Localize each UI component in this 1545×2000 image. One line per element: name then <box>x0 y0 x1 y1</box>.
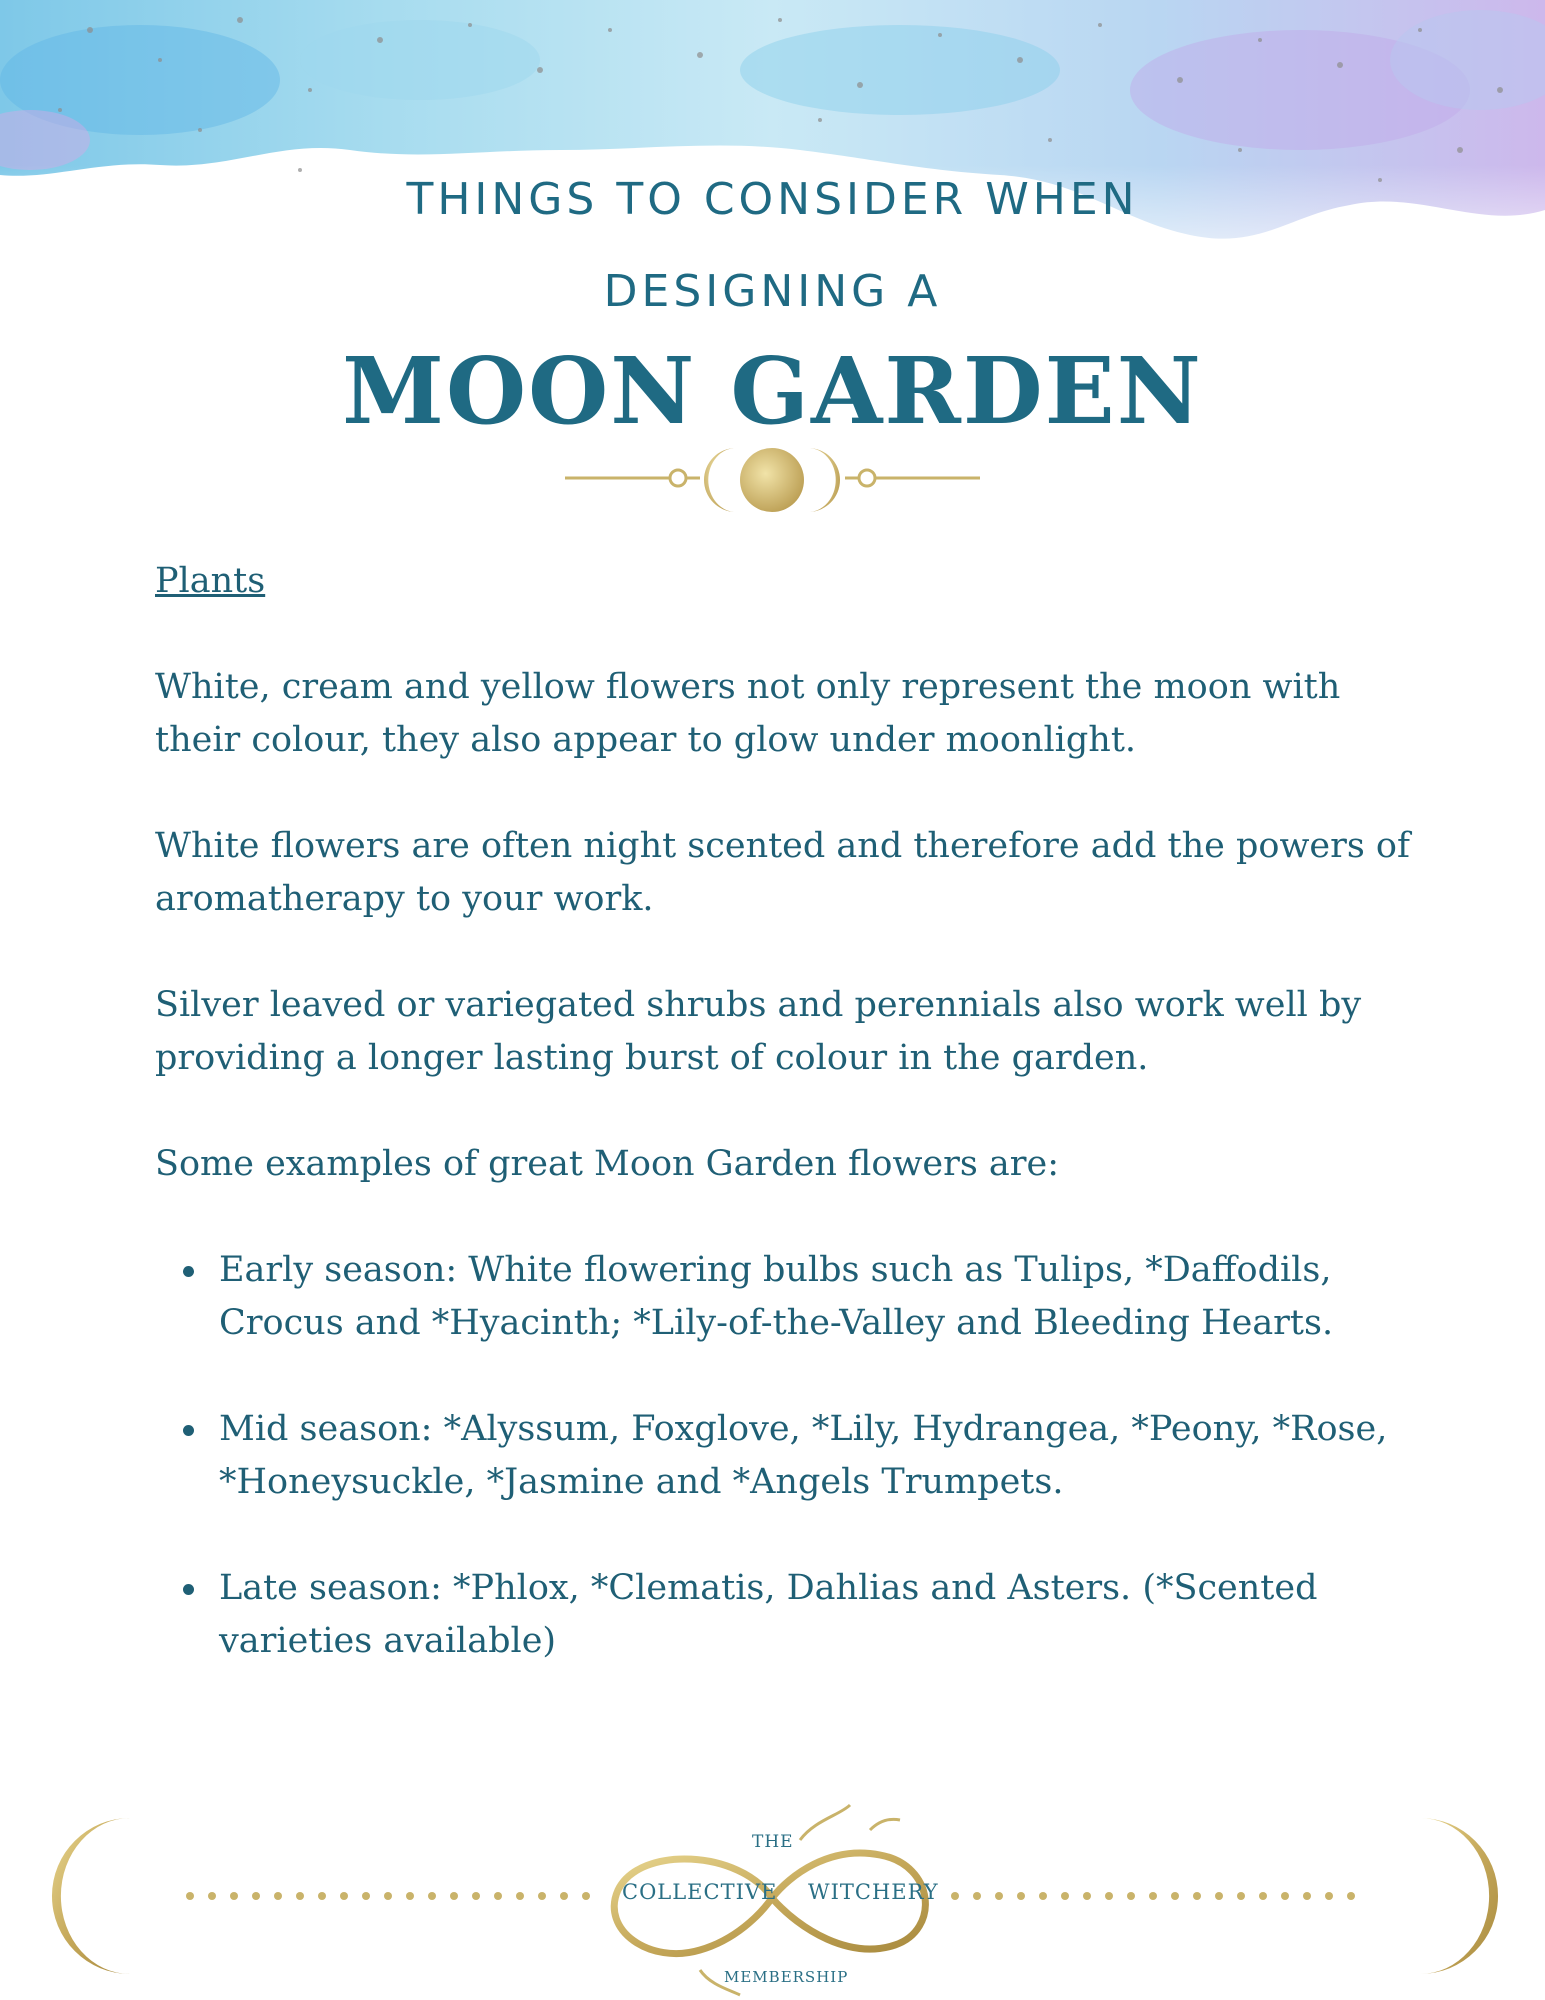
crescent-moon-icon <box>52 1818 130 1974</box>
moon-phases-divider-icon <box>560 440 985 525</box>
title-line-2: DESIGNING A <box>603 266 942 317</box>
list-item-mid-season <box>155 1403 1415 1509</box>
bullet-icon <box>183 1266 194 1277</box>
paragraph-foliage: Silver leaved or variegated shrubs and perennials also work well by providing a longer lasting burst of colour in the garden. <box>155 985 1362 1078</box>
list-item-late-season <box>155 1562 1415 1668</box>
content-section <box>155 555 1415 1721</box>
section-heading-plants: Plants <box>155 561 266 601</box>
logo-collective: COLLECTIVE <box>622 1880 778 1904</box>
title-line-1: THINGS TO CONSIDER WHEN <box>406 174 1139 225</box>
logo-the: THE <box>752 1832 794 1852</box>
main-title: MOON GARDEN <box>342 337 1203 445</box>
list-item-text: Early season: White flowering bulbs such as Tulips, *Daffodils, Crocus and *Hyacinth; *Lily-of-the-Valley and Bleeding Hearts. <box>219 1250 1334 1343</box>
paragraph-examples-intro: Some examples of great Moon Garden flowers are: <box>155 1144 1060 1184</box>
paragraph-scent: White flowers are often night scented and therefore add the powers of aromatherapy to your work. <box>155 826 1410 919</box>
list-item-text: Late season: *Phlox, *Clematis, Dahlias and Asters. (*Scented varieties available) <box>219 1568 1318 1661</box>
bullet-icon <box>183 1425 194 1436</box>
list-item-text: Mid season: *Alyssum, Foxglove, *Lily, Hydrangea, *Peony, *Rose, *Honeysuckle, *Jasmine and *Angels Trumpets. <box>219 1409 1388 1502</box>
paragraph-colour: White, cream and yellow flowers not only represent the moon with their colour, they also appear to glow under moonlight. <box>155 667 1341 760</box>
bullet-icon <box>183 1584 194 1595</box>
footer <box>0 1800 1545 2000</box>
flower-examples-list <box>155 1244 1415 1668</box>
list-item-early-season <box>155 1244 1415 1350</box>
watercolor-background <box>0 0 1545 300</box>
logo-witchery: WITCHERY <box>808 1880 939 1904</box>
logo-membership: MEMBERSHIP <box>724 1968 849 1986</box>
crescent-moon-icon <box>1420 1818 1498 1974</box>
